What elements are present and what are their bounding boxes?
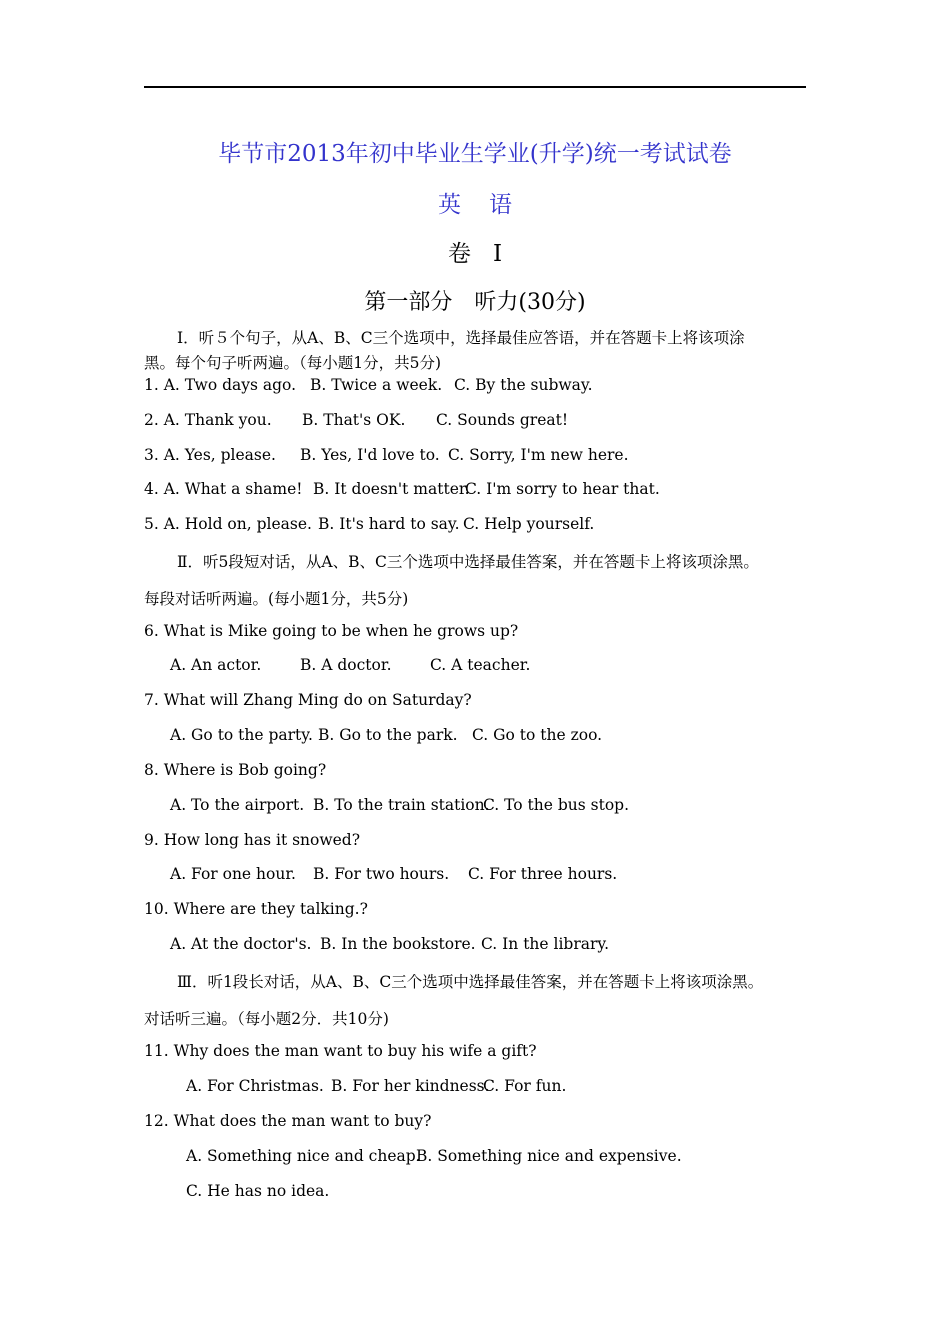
question-11: 11. Why does the man want to buy his wife a gift? — [144, 1042, 537, 1060]
option-a: 5. A. Hold on, please. — [144, 515, 312, 533]
option-b: B. Go to the park. — [318, 726, 458, 744]
section1-instruction-line1: Ⅰ．听５个句子，从A、B、C三个选项中，选择最佳应答语，并在答题卡上将该项涂 — [177, 329, 745, 347]
exam-volume: 卷Ⅰ — [447, 241, 525, 267]
exam-subject: 英语 — [438, 192, 540, 218]
option-a: A. For one hour. — [170, 865, 296, 883]
question-12: 12. What does the man want to buy? — [144, 1112, 432, 1130]
option-b: B. Twice a week. — [310, 376, 443, 394]
option-b: B. It's hard to say. — [318, 515, 460, 533]
option-a: 1. A. Two days ago. — [144, 376, 297, 394]
exam-title: 毕节市2013年初中毕业生学业(升学)统一考试试卷 — [218, 141, 732, 167]
option-b: B. In the bookstore. — [320, 935, 476, 953]
option-c: C. I'm sorry to hear that. — [465, 480, 660, 498]
section2-instruction-line2: 每段对话听两遍。(每小题1分，共5分) — [144, 590, 409, 608]
question-8: 8. Where is Bob going? — [144, 761, 327, 779]
option-a: 2. A. Thank you. — [144, 411, 272, 429]
option-b: B. Yes, I'd love to. — [300, 446, 440, 464]
option-c: C. To the bus stop. — [483, 796, 630, 814]
section3-instruction-line2: 对话听三遍。（每小题2分．共10分) — [144, 1010, 389, 1028]
section1-instruction-line2: 黑。每个句子听两遍。（每小题1分，共5分) — [144, 354, 442, 372]
option-b: B. For two hours. — [313, 865, 450, 883]
option-a: A. Something nice and cheap. — [186, 1147, 421, 1165]
option-a: A. An actor. — [170, 656, 262, 674]
option-a: A. Go to the party. — [170, 726, 313, 744]
option-b: B. Something nice and expensive. — [416, 1147, 682, 1165]
section3-instruction-line1: Ⅲ．听1段长对话，从A、B、C三个选项中选择最佳答案，并在答题卡上将该项涂黑。 — [177, 973, 764, 991]
question-7: 7. What will Zhang Ming do on Saturday? — [144, 691, 472, 709]
option-c: C. Help yourself. — [463, 515, 595, 533]
option-c: C. Sorry, I'm new here. — [448, 446, 629, 464]
option-b: B. To the train station. — [313, 796, 490, 814]
option-c: C. Sounds great! — [436, 411, 569, 429]
option-b: B. A doctor. — [300, 656, 392, 674]
option-a: A. To the airport. — [170, 796, 305, 814]
header-rule — [144, 86, 806, 88]
question-10: 10. Where are they talking.? — [144, 900, 368, 918]
option-a: 4. A. What a shame! — [144, 480, 303, 498]
option-b: B. It doesn't matter. — [313, 480, 470, 498]
option-a: A. For Christmas. — [186, 1077, 324, 1095]
option-b: B. That's OK. — [302, 411, 406, 429]
option-b: B. For her kindness. — [331, 1077, 490, 1095]
option-c: C. He has no idea. — [186, 1182, 330, 1200]
option-c: C. A teacher. — [430, 656, 531, 674]
option-c: C. By the subway. — [454, 376, 593, 394]
option-c: C. For three hours. — [468, 865, 618, 883]
option-c: C. In the library. — [481, 935, 610, 953]
part-heading: 第一部分 听力(30分) — [364, 290, 586, 315]
option-c: C. For fun. — [483, 1077, 567, 1095]
option-c: C. Go to the zoo. — [472, 726, 603, 744]
option-a: 3. A. Yes, please. — [144, 446, 276, 464]
option-a: A. At the doctor's. — [170, 935, 312, 953]
section2-instruction-line1: Ⅱ．听5段短对话，从A、B、C三个选项中选择最佳答案，并在答题卡上将该项涂黑。 — [177, 553, 759, 571]
question-6: 6. What is Mike going to be when he grows up? — [144, 622, 519, 640]
question-9: 9. How long has it snowed? — [144, 831, 361, 849]
